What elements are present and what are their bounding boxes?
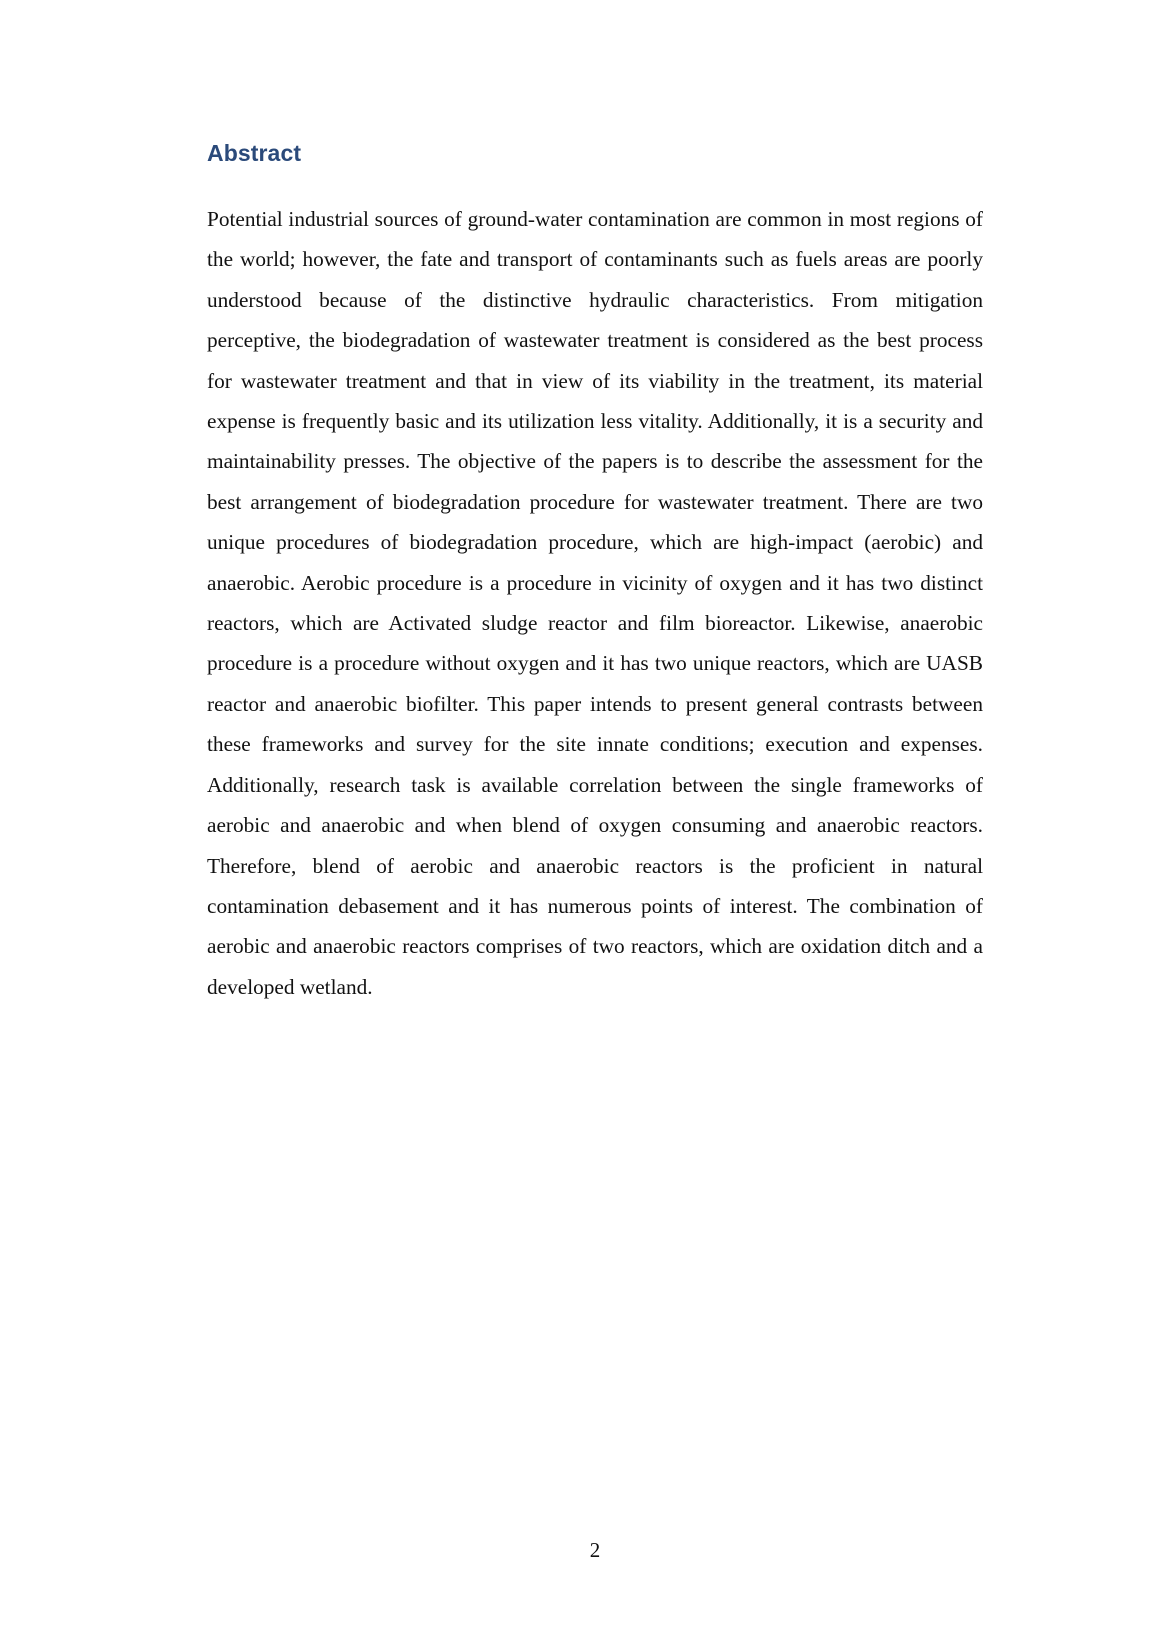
page-number: 2 xyxy=(589,1538,601,1562)
section-heading-abstract: Abstract xyxy=(207,140,302,166)
abstract-paragraph: Potential industrial sources of ground-water contamination are common in most regions of the world; however, the fate and transport of contaminants such as fuels areas are poorly understood because of the distinctive hydraulic characteristics. From mitigation perceptive, the biodegradation of wastewater treatment is considered as the best process for wastewater treatment and that in view of its viability in the treatment, its material expense is frequently basic and its utilization less vitality. Additionally, it is a security and maintainability presses. The objective of the papers is to describe the assessment for the best arrangement of biodegradation procedure for wastewater treatment. There are two unique procedures of biodegradation procedure, which are high-impact (aerobic) and anaerobic. Aerobic procedure is a procedure in vicinity of oxygen and it has two distinct reactors, which are Activated sludge reactor and film bioreactor. Likewise, anaerobic procedure is a procedure without oxygen and it has two unique reactors, which are UASB reactor and anaerobic biofilter. This paper intends to present general contrasts between these frameworks and survey for the site innate conditions; execution and expenses. Additionally, research task is available correlation between the single frameworks of aerobic and anaerobic and when blend of oxygen consuming and anaerobic reactors. Therefore, blend of aerobic and anaerobic reactors is the proficient in natural contamination debasement and it has numerous points of interest. The combination of aerobic and anaerobic reactors comprises of two reactors, which are oxidation ditch and a developed wetland. xyxy=(207,207,983,999)
